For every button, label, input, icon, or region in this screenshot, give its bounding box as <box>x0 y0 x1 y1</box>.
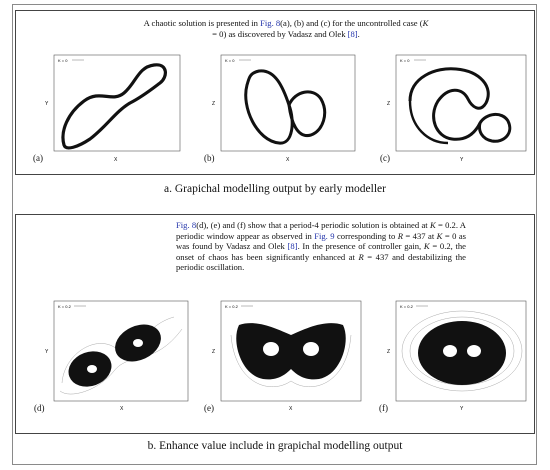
plot-b-ylabel: Z <box>212 101 216 107</box>
plot-b <box>201 47 361 165</box>
plot-c-ylabel: Z <box>387 101 391 107</box>
plot-f-ylabel: Z <box>387 349 391 355</box>
plot-d-legend: K = 0.2 <box>58 304 71 309</box>
fig-8-link[interactable]: Fig. 8 <box>260 18 281 28</box>
plot-e-legend: K = 0.2 <box>225 304 238 309</box>
text-run: K <box>422 18 429 28</box>
plot-c <box>376 47 531 165</box>
plot-e-label: (e) <box>204 403 214 413</box>
text-run: A chaotic solution is presented in <box>143 18 261 28</box>
plot-a <box>34 47 184 165</box>
plot-c-xlabel: Y <box>460 157 464 163</box>
plot-d-ylabel: Y <box>45 349 49 355</box>
panel-a-text <box>141 18 431 39</box>
plot-f-xlabel: Y <box>460 406 464 412</box>
plot-c-label: (c) <box>380 153 390 163</box>
plot-e-xlabel: X <box>289 406 293 412</box>
text-run: R <box>397 230 403 241</box>
plot-a-ylabel: Y <box>45 101 49 107</box>
text-run: = 0.2, the onset of chaos has been significantly enhanced at <box>176 241 466 262</box>
plot-a-label: (a) <box>33 153 43 163</box>
fig-9-link[interactable]: Fig. 9 <box>314 230 335 241</box>
plot-c-legend: K = 0 <box>400 58 410 63</box>
text-run: = 437 and destabilizing the periodic oscillation. <box>176 251 466 272</box>
plot-d-label: (d) <box>34 403 45 413</box>
plot-b-xlabel: X <box>286 157 290 163</box>
text-run: K <box>436 230 443 241</box>
text-run: = 437 at <box>402 230 437 241</box>
text-run: (d), (e) and (f) show that a period-4 periodic solution is obtained at <box>196 220 430 230</box>
plot-a-legend: K = 0 <box>58 58 68 63</box>
panel-b-text <box>176 220 466 273</box>
plot-e <box>201 295 366 413</box>
plot-d-xlabel: X <box>120 406 124 412</box>
plot-f <box>376 295 531 413</box>
text-run: corresponding to <box>334 230 398 241</box>
text-run: (a), (b) and (c) for the uncontrolled case ( <box>280 18 423 28</box>
plot-b-legend: K = 0 <box>225 58 235 63</box>
caption-b: b. Enhance value include in grapichal modelling output <box>147 440 403 452</box>
text-run: = 0) as discovered by Vadasz and Olek <box>212 28 348 39</box>
text-run: K <box>423 241 430 251</box>
fig-8-link[interactable]: Fig. 8 <box>176 220 197 230</box>
ref-8-link[interactable]: [8] <box>347 28 358 39</box>
plot-f-legend: K = 0.2 <box>400 304 413 309</box>
text-run: K <box>429 220 436 230</box>
text-run: R <box>358 251 364 262</box>
plot-d <box>34 295 192 413</box>
ref-8-link[interactable]: [8] <box>287 241 298 251</box>
text-run: . <box>357 28 360 39</box>
plot-b-label: (b) <box>204 153 215 163</box>
text-run: . In the presence of controller gain, <box>297 241 424 251</box>
plot-f-label: (f) <box>379 403 388 413</box>
panel-b <box>15 214 535 434</box>
panel-a <box>15 10 535 175</box>
plot-a-xlabel: X <box>114 157 118 163</box>
text-run: = 0.2. A periodic window appear as observed in <box>176 220 466 241</box>
plot-e-ylabel: Z <box>212 349 216 355</box>
text-run: = 0 as was found by Vadasz and Olek <box>176 230 466 251</box>
caption-a: a. Grapichal modelling output by early modeller <box>164 183 386 195</box>
